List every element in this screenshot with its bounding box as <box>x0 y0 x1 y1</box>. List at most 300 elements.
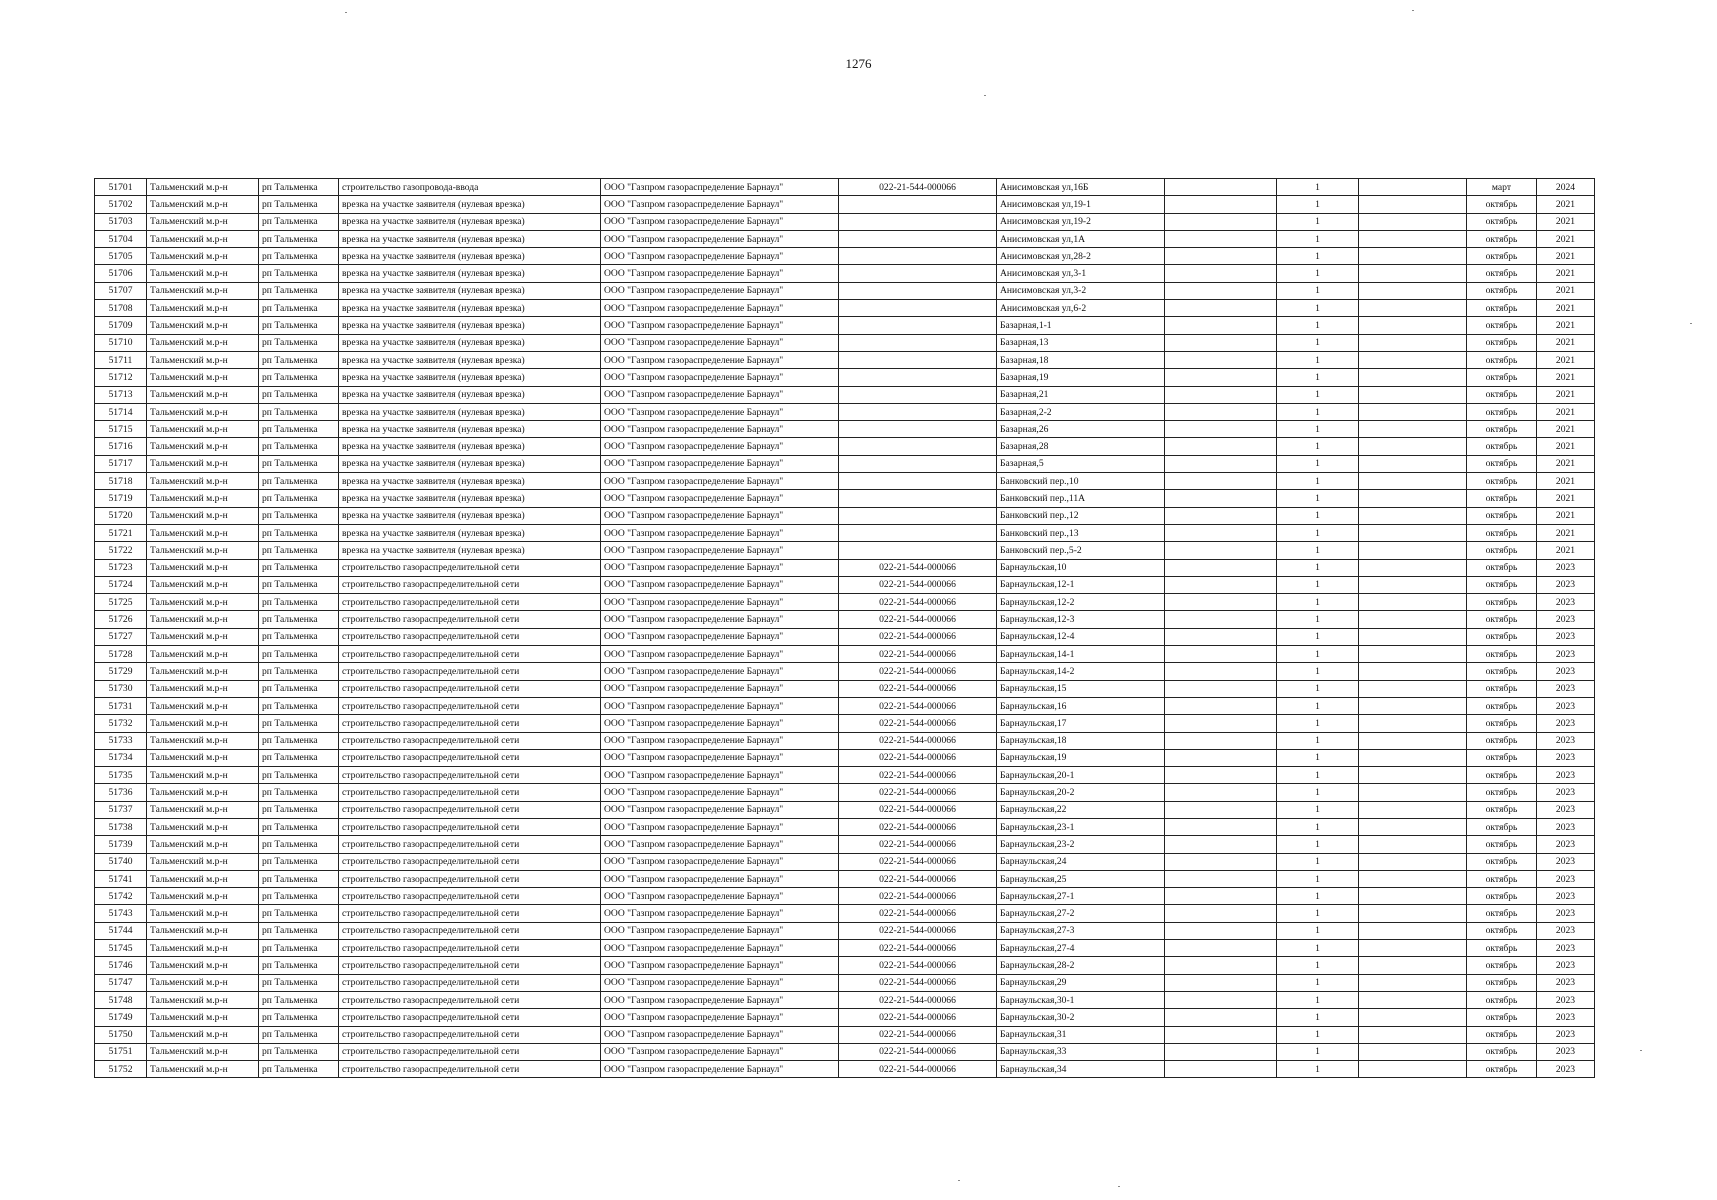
document-number-cell: 022-21-544-000066 <box>839 749 997 766</box>
note-cell <box>1359 1009 1467 1026</box>
organization-cell: ООО "Газпром газораспределение Барнаул" <box>601 369 839 386</box>
district-cell: Тальменский м.р-н <box>147 991 259 1008</box>
extra-cell <box>1165 957 1277 974</box>
quantity-cell: 1 <box>1277 663 1359 680</box>
year-cell: 2023 <box>1537 905 1595 922</box>
table-row <box>95 870 1595 887</box>
settlement-cell: рп Тальменка <box>259 818 339 835</box>
work-type-cell: врезка на участке заявителя (нулевая врезка) <box>339 473 601 490</box>
district-cell: Тальменский м.р-н <box>147 542 259 559</box>
document-number-cell <box>839 248 997 265</box>
address-cell: Банковский пер.,13 <box>997 524 1165 541</box>
settlement-cell: рп Тальменка <box>259 179 339 196</box>
quantity-cell: 1 <box>1277 715 1359 732</box>
work-type-cell: врезка на участке заявителя (нулевая врезка) <box>339 300 601 317</box>
extra-cell <box>1165 230 1277 247</box>
address-cell: Барнаульская,18 <box>997 732 1165 749</box>
document-number-cell: 022-21-544-000066 <box>839 888 997 905</box>
document-number-cell: 022-21-544-000066 <box>839 940 997 957</box>
year-cell: 2021 <box>1537 455 1595 472</box>
address-cell: Барнаульская,28-2 <box>997 957 1165 974</box>
year-cell: 2023 <box>1537 559 1595 576</box>
row-number: 51743 <box>95 905 147 922</box>
district-cell: Тальменский м.р-н <box>147 265 259 282</box>
year-cell: 2021 <box>1537 421 1595 438</box>
address-cell: Барнаульская,27-3 <box>997 922 1165 939</box>
year-cell: 2023 <box>1537 974 1595 991</box>
year-cell: 2023 <box>1537 1043 1595 1060</box>
row-number: 51736 <box>95 784 147 801</box>
work-type-cell: строительство газораспределительной сети <box>339 922 601 939</box>
work-type-cell: строительство газораспределительной сети <box>339 732 601 749</box>
month-cell: октябрь <box>1467 715 1537 732</box>
settlement-cell: рп Тальменка <box>259 334 339 351</box>
district-cell: Тальменский м.р-н <box>147 213 259 230</box>
organization-cell: ООО "Газпром газораспределение Барнаул" <box>601 213 839 230</box>
settlement-cell: рп Тальменка <box>259 663 339 680</box>
quantity-cell: 1 <box>1277 697 1359 714</box>
settlement-cell: рп Тальменка <box>259 853 339 870</box>
district-cell: Тальменский м.р-н <box>147 179 259 196</box>
district-cell: Тальменский м.р-н <box>147 836 259 853</box>
district-cell: Тальменский м.р-н <box>147 818 259 835</box>
year-cell: 2023 <box>1537 594 1595 611</box>
row-number: 51717 <box>95 455 147 472</box>
note-cell <box>1359 991 1467 1008</box>
district-cell: Тальменский м.р-н <box>147 455 259 472</box>
quantity-cell: 1 <box>1277 732 1359 749</box>
year-cell: 2023 <box>1537 784 1595 801</box>
settlement-cell: рп Тальменка <box>259 542 339 559</box>
work-type-cell: строительство газораспределительной сети <box>339 611 601 628</box>
extra-cell <box>1165 905 1277 922</box>
note-cell <box>1359 542 1467 559</box>
table-row <box>95 438 1595 455</box>
work-type-cell: строительство газораспределительной сети <box>339 628 601 645</box>
row-number: 51705 <box>95 248 147 265</box>
month-cell: октябрь <box>1467 801 1537 818</box>
year-cell: 2021 <box>1537 473 1595 490</box>
quantity-cell: 1 <box>1277 1043 1359 1060</box>
row-number: 51707 <box>95 282 147 299</box>
table-row <box>95 628 1595 645</box>
extra-cell <box>1165 680 1277 697</box>
district-cell: Тальменский м.р-н <box>147 853 259 870</box>
table-row <box>95 1026 1595 1043</box>
work-type-cell: строительство газораспределительной сети <box>339 749 601 766</box>
note-cell <box>1359 818 1467 835</box>
document-number-cell: 022-21-544-000066 <box>839 818 997 835</box>
month-cell: октябрь <box>1467 438 1537 455</box>
settlement-cell: рп Тальменка <box>259 836 339 853</box>
organization-cell: ООО "Газпром газораспределение Барнаул" <box>601 611 839 628</box>
work-type-cell: строительство газораспределительной сети <box>339 853 601 870</box>
table-row <box>95 300 1595 317</box>
work-type-cell: врезка на участке заявителя (нулевая врезка) <box>339 507 601 524</box>
year-cell: 2023 <box>1537 749 1595 766</box>
district-cell: Тальменский м.р-н <box>147 576 259 593</box>
organization-cell: ООО "Газпром газораспределение Барнаул" <box>601 628 839 645</box>
district-cell: Тальменский м.р-н <box>147 403 259 420</box>
document-number-cell: 022-21-544-000066 <box>839 784 997 801</box>
document-number-cell <box>839 386 997 403</box>
table-row <box>95 282 1595 299</box>
settlement-cell: рп Тальменка <box>259 455 339 472</box>
extra-cell <box>1165 438 1277 455</box>
quantity-cell: 1 <box>1277 922 1359 939</box>
document-number-cell: 022-21-544-000066 <box>839 853 997 870</box>
year-cell: 2021 <box>1537 213 1595 230</box>
year-cell: 2023 <box>1537 818 1595 835</box>
row-number: 51730 <box>95 680 147 697</box>
organization-cell: ООО "Газпром газораспределение Барнаул" <box>601 1026 839 1043</box>
district-cell: Тальменский м.р-н <box>147 611 259 628</box>
row-number: 51725 <box>95 594 147 611</box>
organization-cell: ООО "Газпром газораспределение Барнаул" <box>601 490 839 507</box>
note-cell <box>1359 1026 1467 1043</box>
organization-cell: ООО "Газпром газораспределение Барнаул" <box>601 179 839 196</box>
quantity-cell: 1 <box>1277 559 1359 576</box>
note-cell <box>1359 1043 1467 1060</box>
work-type-cell: врезка на участке заявителя (нулевая врезка) <box>339 334 601 351</box>
address-cell: Барнаульская,24 <box>997 853 1165 870</box>
extra-cell <box>1165 369 1277 386</box>
table-row <box>95 801 1595 818</box>
extra-cell <box>1165 1009 1277 1026</box>
table-row <box>95 646 1595 663</box>
note-cell <box>1359 317 1467 334</box>
settlement-cell: рп Тальменка <box>259 646 339 663</box>
district-cell: Тальменский м.р-н <box>147 870 259 887</box>
address-cell: Барнаульская,16 <box>997 697 1165 714</box>
year-cell: 2023 <box>1537 1026 1595 1043</box>
organization-cell: ООО "Газпром газораспределение Барнаул" <box>601 818 839 835</box>
settlement-cell: рп Тальменка <box>259 680 339 697</box>
year-cell: 2021 <box>1537 369 1595 386</box>
month-cell: октябрь <box>1467 507 1537 524</box>
note-cell <box>1359 230 1467 247</box>
extra-cell <box>1165 1061 1277 1078</box>
work-type-cell: строительство газораспределительной сети <box>339 594 601 611</box>
address-cell: Банковский пер.,5-2 <box>997 542 1165 559</box>
settlement-cell: рп Тальменка <box>259 905 339 922</box>
month-cell: октябрь <box>1467 265 1537 282</box>
work-type-cell: строительство газораспределительной сети <box>339 1043 601 1060</box>
table-row <box>95 697 1595 714</box>
district-cell: Тальменский м.р-н <box>147 300 259 317</box>
document-number-cell: 022-21-544-000066 <box>839 179 997 196</box>
work-type-cell: строительство газораспределительной сети <box>339 767 601 784</box>
quantity-cell: 1 <box>1277 455 1359 472</box>
note-cell <box>1359 351 1467 368</box>
quantity-cell: 1 <box>1277 853 1359 870</box>
month-cell: октябрь <box>1467 1061 1537 1078</box>
extra-cell <box>1165 697 1277 714</box>
month-cell: октябрь <box>1467 646 1537 663</box>
month-cell: октябрь <box>1467 749 1537 766</box>
month-cell: октябрь <box>1467 767 1537 784</box>
district-cell: Тальменский м.р-н <box>147 248 259 265</box>
year-cell: 2024 <box>1537 179 1595 196</box>
document-number-cell: 022-21-544-000066 <box>839 663 997 680</box>
work-type-cell: строительство газопровода-ввода <box>339 179 601 196</box>
work-type-cell: строительство газораспределительной сети <box>339 957 601 974</box>
year-cell: 2021 <box>1537 317 1595 334</box>
address-cell: Барнаульская,27-2 <box>997 905 1165 922</box>
table-row <box>95 784 1595 801</box>
row-number: 51731 <box>95 697 147 714</box>
district-cell: Тальменский м.р-н <box>147 663 259 680</box>
quantity-cell: 1 <box>1277 611 1359 628</box>
row-number: 51721 <box>95 524 147 541</box>
settlement-cell: рп Тальменка <box>259 317 339 334</box>
settlement-cell: рп Тальменка <box>259 473 339 490</box>
work-type-cell: врезка на участке заявителя (нулевая врезка) <box>339 351 601 368</box>
district-cell: Тальменский м.р-н <box>147 1009 259 1026</box>
organization-cell: ООО "Газпром газораспределение Барнаул" <box>601 940 839 957</box>
month-cell: октябрь <box>1467 818 1537 835</box>
settlement-cell: рп Тальменка <box>259 1061 339 1078</box>
settlement-cell: рп Тальменка <box>259 611 339 628</box>
organization-cell: ООО "Газпром газораспределение Барнаул" <box>601 732 839 749</box>
address-cell: Барнаульская,14-1 <box>997 646 1165 663</box>
document-number-cell <box>839 542 997 559</box>
address-cell: Барнаульская,12-1 <box>997 576 1165 593</box>
quantity-cell: 1 <box>1277 974 1359 991</box>
year-cell: 2023 <box>1537 715 1595 732</box>
document-number-cell: 022-21-544-000066 <box>839 1043 997 1060</box>
document-number-cell: 022-21-544-000066 <box>839 974 997 991</box>
extra-cell <box>1165 421 1277 438</box>
quantity-cell: 1 <box>1277 490 1359 507</box>
work-type-cell: врезка на участке заявителя (нулевая врезка) <box>339 455 601 472</box>
year-cell: 2023 <box>1537 767 1595 784</box>
table-row <box>95 351 1595 368</box>
work-type-cell: врезка на участке заявителя (нулевая врезка) <box>339 213 601 230</box>
table-row <box>95 767 1595 784</box>
month-cell: октябрь <box>1467 1026 1537 1043</box>
settlement-cell: рп Тальменка <box>259 940 339 957</box>
document-number-cell <box>839 369 997 386</box>
extra-cell <box>1165 974 1277 991</box>
document-number-cell: 022-21-544-000066 <box>839 646 997 663</box>
note-cell <box>1359 282 1467 299</box>
table-row <box>95 369 1595 386</box>
document-number-cell: 022-21-544-000066 <box>839 576 997 593</box>
work-type-cell: строительство газораспределительной сети <box>339 870 601 887</box>
settlement-cell: рп Тальменка <box>259 265 339 282</box>
document-number-cell <box>839 507 997 524</box>
table-row <box>95 611 1595 628</box>
work-type-cell: врезка на участке заявителя (нулевая врезка) <box>339 386 601 403</box>
address-cell: Базарная,13 <box>997 334 1165 351</box>
quantity-cell: 1 <box>1277 351 1359 368</box>
district-cell: Тальменский м.р-н <box>147 922 259 939</box>
row-number: 51734 <box>95 749 147 766</box>
month-cell: октябрь <box>1467 542 1537 559</box>
note-cell <box>1359 473 1467 490</box>
quantity-cell: 1 <box>1277 628 1359 645</box>
extra-cell <box>1165 213 1277 230</box>
address-cell: Барнаульская,30-2 <box>997 1009 1165 1026</box>
document-number-cell: 022-21-544-000066 <box>839 1009 997 1026</box>
settlement-cell: рп Тальменка <box>259 628 339 645</box>
document-number-cell <box>839 230 997 247</box>
note-cell <box>1359 749 1467 766</box>
district-cell: Тальменский м.р-н <box>147 369 259 386</box>
extra-cell <box>1165 767 1277 784</box>
organization-cell: ООО "Газпром газораспределение Барнаул" <box>601 905 839 922</box>
quantity-cell: 1 <box>1277 524 1359 541</box>
quantity-cell: 1 <box>1277 1009 1359 1026</box>
note-cell <box>1359 403 1467 420</box>
extra-cell <box>1165 801 1277 818</box>
organization-cell: ООО "Газпром газораспределение Барнаул" <box>601 836 839 853</box>
document-number-cell <box>839 351 997 368</box>
quantity-cell: 1 <box>1277 317 1359 334</box>
quantity-cell: 1 <box>1277 507 1359 524</box>
district-cell: Тальменский м.р-н <box>147 749 259 766</box>
quantity-cell: 1 <box>1277 265 1359 282</box>
district-cell: Тальменский м.р-н <box>147 940 259 957</box>
month-cell: октябрь <box>1467 230 1537 247</box>
row-number: 51704 <box>95 230 147 247</box>
month-cell: октябрь <box>1467 680 1537 697</box>
row-number: 51718 <box>95 473 147 490</box>
table-row <box>95 957 1595 974</box>
year-cell: 2021 <box>1537 248 1595 265</box>
organization-cell: ООО "Газпром газораспределение Барнаул" <box>601 248 839 265</box>
extra-cell <box>1165 507 1277 524</box>
document-number-cell: 022-21-544-000066 <box>839 836 997 853</box>
extra-cell <box>1165 265 1277 282</box>
note-cell <box>1359 1061 1467 1078</box>
year-cell: 2021 <box>1537 524 1595 541</box>
work-type-cell: строительство газораспределительной сети <box>339 646 601 663</box>
year-cell: 2023 <box>1537 611 1595 628</box>
quantity-cell: 1 <box>1277 957 1359 974</box>
month-cell: октябрь <box>1467 334 1537 351</box>
settlement-cell: рп Тальменка <box>259 732 339 749</box>
organization-cell: ООО "Газпром газораспределение Барнаул" <box>601 542 839 559</box>
settlement-cell: рп Тальменка <box>259 870 339 887</box>
row-number: 51727 <box>95 628 147 645</box>
work-type-cell: врезка на участке заявителя (нулевая врезка) <box>339 265 601 282</box>
extra-cell <box>1165 749 1277 766</box>
address-cell: Анисимовская ул,1А <box>997 230 1165 247</box>
extra-cell <box>1165 663 1277 680</box>
document-number-cell: 022-21-544-000066 <box>839 611 997 628</box>
work-type-cell: строительство газораспределительной сети <box>339 974 601 991</box>
district-cell: Тальменский м.р-н <box>147 421 259 438</box>
note-cell <box>1359 438 1467 455</box>
organization-cell: ООО "Газпром газораспределение Барнаул" <box>601 1009 839 1026</box>
quantity-cell: 1 <box>1277 196 1359 213</box>
extra-cell <box>1165 784 1277 801</box>
table-row <box>95 888 1595 905</box>
address-cell: Банковский пер.,12 <box>997 507 1165 524</box>
year-cell: 2021 <box>1537 438 1595 455</box>
note-cell <box>1359 888 1467 905</box>
district-cell: Тальменский м.р-н <box>147 628 259 645</box>
year-cell: 2021 <box>1537 386 1595 403</box>
settlement-cell: рп Тальменка <box>259 1009 339 1026</box>
organization-cell: ООО "Газпром газораспределение Барнаул" <box>601 784 839 801</box>
year-cell: 2021 <box>1537 507 1595 524</box>
row-number: 51741 <box>95 870 147 887</box>
district-cell: Тальменский м.р-н <box>147 282 259 299</box>
table-row <box>95 542 1595 559</box>
row-number: 51735 <box>95 767 147 784</box>
table-row <box>95 594 1595 611</box>
quantity-cell: 1 <box>1277 421 1359 438</box>
district-cell: Тальменский м.р-н <box>147 438 259 455</box>
table-row <box>95 490 1595 507</box>
document-number-cell: 022-21-544-000066 <box>839 801 997 818</box>
organization-cell: ООО "Газпром газораспределение Барнаул" <box>601 576 839 593</box>
quantity-cell: 1 <box>1277 784 1359 801</box>
note-cell <box>1359 853 1467 870</box>
note-cell <box>1359 836 1467 853</box>
work-type-cell: строительство газораспределительной сети <box>339 1026 601 1043</box>
organization-cell: ООО "Газпром газораспределение Барнаул" <box>601 351 839 368</box>
month-cell: октябрь <box>1467 870 1537 887</box>
year-cell: 2023 <box>1537 628 1595 645</box>
quantity-cell: 1 <box>1277 403 1359 420</box>
extra-cell <box>1165 490 1277 507</box>
row-number: 51702 <box>95 196 147 213</box>
extra-cell <box>1165 594 1277 611</box>
extra-cell <box>1165 732 1277 749</box>
organization-cell: ООО "Газпром газораспределение Барнаул" <box>601 1043 839 1060</box>
district-cell: Тальменский м.р-н <box>147 386 259 403</box>
table-row <box>95 230 1595 247</box>
year-cell: 2021 <box>1537 196 1595 213</box>
register-body <box>95 179 1595 1078</box>
row-number: 51723 <box>95 559 147 576</box>
month-cell: октябрь <box>1467 1043 1537 1060</box>
address-cell: Барнаульская,30-1 <box>997 991 1165 1008</box>
organization-cell: ООО "Газпром газораспределение Барнаул" <box>601 888 839 905</box>
work-type-cell: врезка на участке заявителя (нулевая врезка) <box>339 282 601 299</box>
month-cell: октябрь <box>1467 940 1537 957</box>
extra-cell <box>1165 473 1277 490</box>
organization-cell: ООО "Газпром газораспределение Барнаул" <box>601 230 839 247</box>
note-cell <box>1359 490 1467 507</box>
month-cell: октябрь <box>1467 524 1537 541</box>
extra-cell <box>1165 818 1277 835</box>
table-row <box>95 524 1595 541</box>
organization-cell: ООО "Газпром газораспределение Барнаул" <box>601 767 839 784</box>
year-cell: 2023 <box>1537 1061 1595 1078</box>
address-cell: Барнаульская,10 <box>997 559 1165 576</box>
district-cell: Тальменский м.р-н <box>147 559 259 576</box>
month-cell: октябрь <box>1467 784 1537 801</box>
row-number: 51701 <box>95 179 147 196</box>
note-cell <box>1359 697 1467 714</box>
work-type-cell: строительство газораспределительной сети <box>339 1061 601 1078</box>
month-cell: октябрь <box>1467 282 1537 299</box>
note-cell <box>1359 334 1467 351</box>
extra-cell <box>1165 179 1277 196</box>
note-cell <box>1359 940 1467 957</box>
table-row <box>95 1009 1595 1026</box>
month-cell: октябрь <box>1467 888 1537 905</box>
work-type-cell: строительство газораспределительной сети <box>339 663 601 680</box>
address-cell: Анисимовская ул,3-2 <box>997 282 1165 299</box>
document-number-cell: 022-21-544-000066 <box>839 697 997 714</box>
quantity-cell: 1 <box>1277 542 1359 559</box>
